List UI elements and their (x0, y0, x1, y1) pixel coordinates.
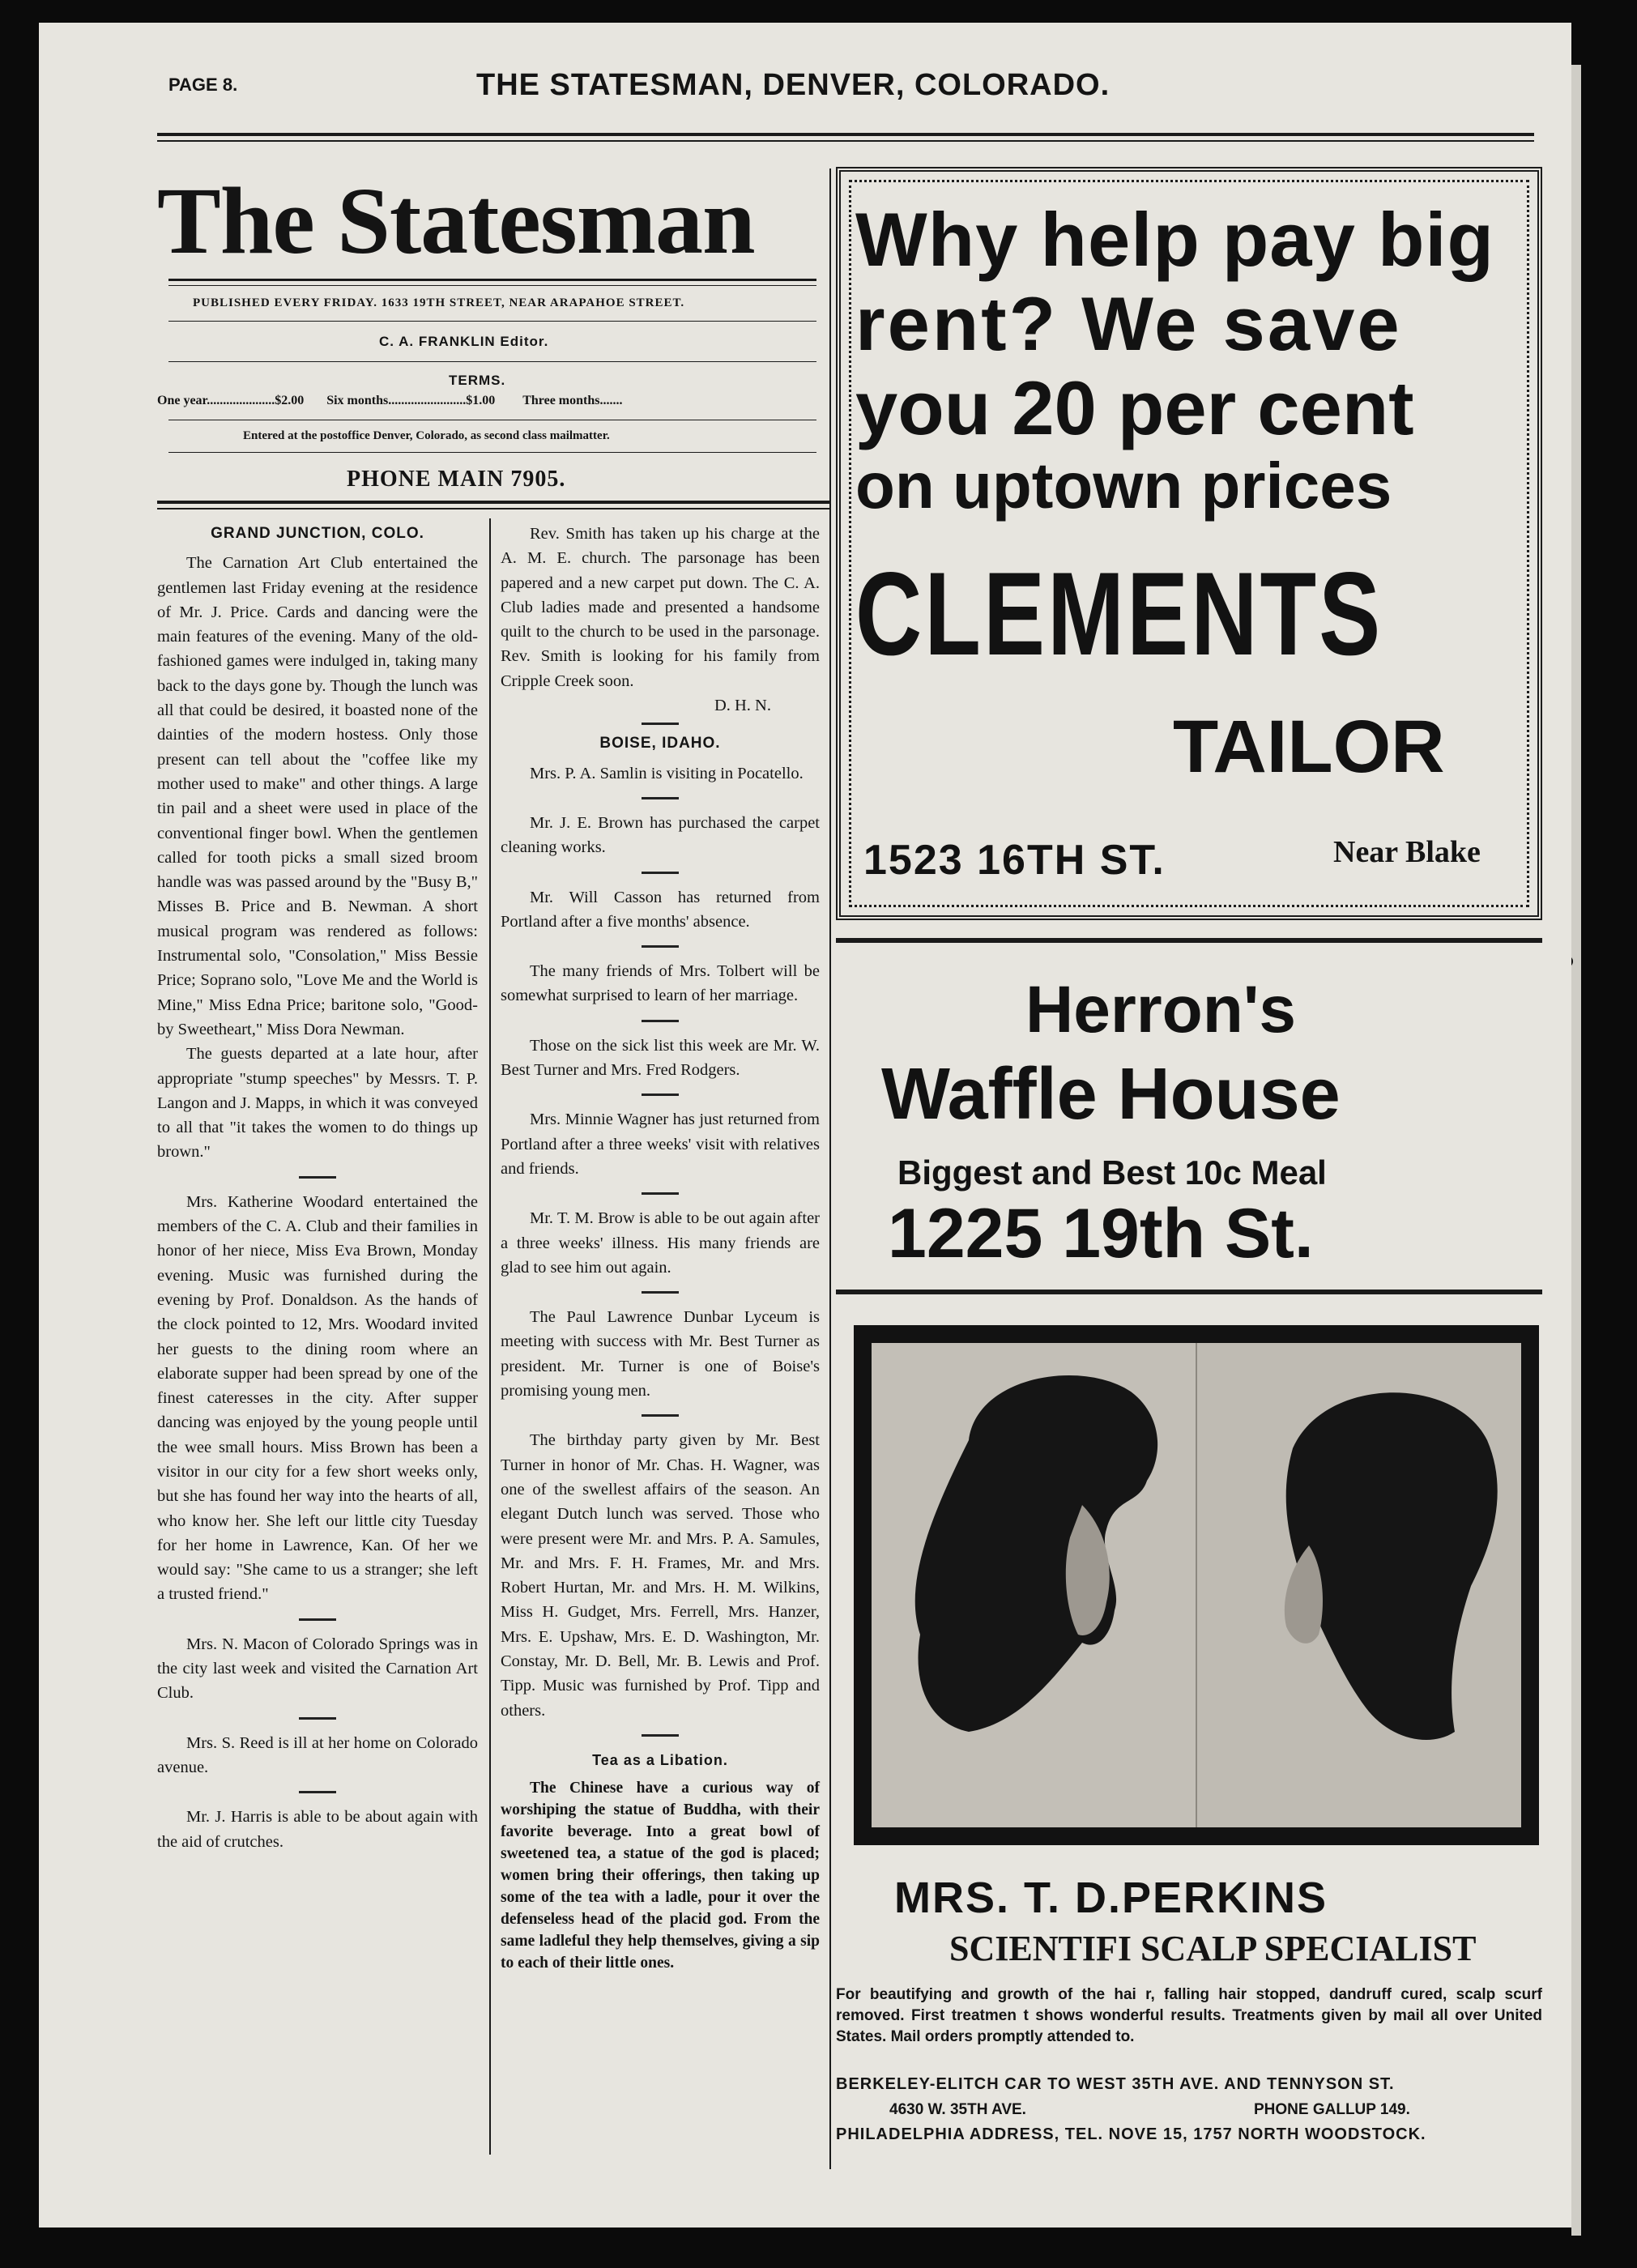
terms-label: Six months (326, 394, 389, 407)
hair-portrait-photo (872, 1343, 1521, 1827)
section-heading: BOISE, IDAHO. (599, 735, 721, 752)
article-paragraph: Mrs. N. Macon of Colorado Springs was in the city last week and visited the Carnation Art Club. (157, 1635, 478, 1703)
terms-label: One year (157, 394, 207, 407)
ad-business-name: CLEMENTS (855, 548, 1383, 680)
ad-perkins-body: For beautifying and growth of the hai r, falling hair stopped, dandruff cured, scalp scurf removed. First treatmen t shows wonderful results. Treatments given by mail all over United States. Mail orders promptly attended to. (836, 1986, 1542, 2045)
article-paragraph: Mr. J. Harris is able to be about again with the aid of crutches. (157, 1808, 478, 1851)
ad-headline: you 20 per cent (855, 365, 1414, 450)
ad-herron-tagline: Biggest and Best 10c Meal (897, 1153, 1327, 1192)
column-2 (501, 522, 820, 1974)
publication-info: PUBLISHED EVERY FRIDAY. 1633 19TH STREET, NEAR ARAPAHOE STREET. (193, 296, 685, 309)
ad-herron-address: 1225 19th St. (888, 1195, 1314, 1273)
ad-trade: TAILOR (1173, 706, 1445, 788)
column-1 (157, 522, 478, 1854)
ad-photo (854, 1325, 1539, 1845)
ad-perkins-directions: BERKELEY-ELITCH CAR TO WEST 35TH AVE. AND TENNYSON ST. (836, 2075, 1395, 2093)
terms-title: TERMS. (449, 373, 506, 388)
ad-near: Near Blake (1333, 835, 1481, 869)
news-item: Mr. Will Casson has returned from Portland after a five months' absence. (501, 888, 820, 931)
ad-herron-title: Herron's (1025, 973, 1296, 1047)
ad-headline: rent? We save (855, 281, 1402, 366)
masthead-title: The Statesman (157, 168, 755, 274)
ad-perkins-philadelphia: PHILADELPHIA ADDRESS, TEL. NOVE 15, 1757 NORTH WOODSTOCK. (836, 2125, 1426, 2143)
news-item: Those on the sick list this week are Mr. W. Best Turner and Mrs. Fred Rodgers. (501, 1036, 820, 1080)
ad-headline: Why help pay big (855, 197, 1494, 282)
terms-price: $1.00 (466, 394, 496, 407)
news-item: The Paul Lawrence Dunbar Lyceum is meeting with success with Mr. Best Turner as president. Mr. Turner is one of Boise's promising young men. (501, 1308, 820, 1400)
terms-row: One year.....................$2.00 Six months........................$1.00 Three months....... (157, 394, 623, 407)
newspaper-page (39, 23, 1571, 2228)
ad-address: 1523 16TH ST. (863, 837, 1166, 884)
section-heading: Tea as a Libation. (592, 1751, 728, 1768)
news-item: The many friends of Mrs. Tolbert will be somewhat surprised to learn of her marriage. (501, 962, 820, 1005)
phone-line: PHONE MAIN 7905. (347, 467, 566, 492)
article-paragraph: Rev. Smith has taken up his charge at the A. M. E. church. The parsonage has been papered and a new carpet put down. The C. A. Club ladies made and presented a handsome quilt to the church to be used in the parsonage. Rev. Smith is looking for his family from Cripple Creek soon. (501, 525, 820, 690)
ad-perkins-phone: PHONE GALLUP 149. (1254, 2101, 1410, 2118)
ad-clements-tailor (836, 167, 1542, 920)
ad-headline: on uptown prices (855, 450, 1392, 522)
ad-perkins-address: 4630 W. 35TH AVE. (889, 2101, 1026, 2118)
news-item: The birthday party given by Mr. Best Turner in honor of Mr. Chas. H. Wagner, was one of the swellest affairs of the season. An elegant Dutch lunch was served. Those who were present were Mr. and Mrs. P. A. Samules, Mr. and Mrs. F. H. Frames, Mr. and Mrs. Robert Hurtan, Mr. and Mrs. H. M. Wilkins, Miss H. Gudget, Mrs. Ferrell, Mrs. Hanzer, Mrs. E. Upshaw, Mrs. E. D. Washington, Mr. Constay, Mr. D. Bell, Mr. B. Lewis and Prof. Tipp. Music was furnished by Prof. Tipp and others. (501, 1431, 820, 1720)
article-paragraph: The Carnation Art Club entertained the gentlemen last Friday evening at the residence of Mr. J. Price. Cards and dancing were the main features of the evening. Many of the old-fashioned games were indulged in, taking many back to the days gone by. Though the lunch was all that could be desired, it boasted none of the dainties of the modern hostess. Only those present can tell about the "coffee like my mother used to make" and other things. A large tin pail and a sheet were used in place of the conventional finger bowl. When the gentlemen called for tooth picks a small sized broom handle was was passed around by the "Busy B," Misses B. Price and B. Newman. A short musical program was rendered as follows: Instrumental solo, "Consolation," Miss Bessie Price; Soprano solo, "Love Me and the World is Mine," Miss Edna Price; baritone solo, "Good-by Sweetheart," Miss Dora Newman. (157, 554, 478, 1038)
ad-perkins-title: SCIENTIFI SCALP SPECIALIST (949, 1929, 1477, 1968)
terms-label: Three months (522, 394, 600, 407)
news-item: Mr. T. M. Brow is able to be out again after a three weeks' illness. His many friends are glad to see him out again. (501, 1209, 820, 1277)
article-paragraph: The Chinese have a curious way of worshiping the statue of Buddha, with their favorite beverage. Into a great bowl of sweetened tea, a statue of the god is placed; women bring their offerings, then taking up some of the tea with a ladle, pour it over the defenseless head of the placid god. From the same ladleful they help themselves, giving a sip to each of their little ones. (501, 1780, 820, 1972)
article-paragraph: The guests departed at a late hour, after appropriate "stump speeches" by Messrs. T. P. Langon and J. Mapps, in which it was conveyed to all that "it takes the women to do things up brown." (157, 1045, 478, 1162)
running-title: THE STATESMAN, DENVER, COLORADO. (476, 68, 1111, 102)
page-edge (1571, 65, 1581, 2236)
news-item: Mrs. P. A. Samlin is visiting in Pocatello. (530, 764, 804, 782)
ad-herron-subtitle: Waffle House (881, 1054, 1341, 1135)
article-signature: D. H. N. (714, 697, 771, 715)
news-item: Mrs. Minnie Wagner has just returned from Portland after a three weeks' visit with relatives and friends. (501, 1111, 820, 1178)
news-item: Mr. J. E. Brown has purchased the carpet cleaning works. (501, 813, 820, 857)
page-label: PAGE 8. (168, 75, 238, 95)
ad-perkins-name: MRS. T. D.PERKINS (894, 1874, 1328, 1922)
editor-line: C. A. FRANKLIN Editor. (379, 334, 549, 349)
terms-price: $2.00 (275, 394, 305, 407)
entered-notice: Entered at the postoffice Denver, Colorado, as second class mailmatter. (243, 429, 610, 442)
article-paragraph: Mrs. S. Reed is ill at her home on Colorado avenue. (157, 1733, 478, 1776)
section-heading: GRAND JUNCTION, COLO. (211, 525, 424, 542)
article-paragraph: Mrs. Katherine Woodard entertained the members of the C. A. Club and their families in honor of her niece, Miss Eva Brown, Monday evening. Music was furnished during the evening by Prof. Donaldson. As the hands of the clock pointed to 12, Mrs. Woodard invited her guests to the dining room where an elaborate supper had been spread by one of the finest cateresses in the city. After supper dancing was enjoyed by the young people until the wee small hours. Miss Brown has been a visitor in our city for a few short weeks only, but she has found her way into the hearts of all, who know her. She left our little city Tuesday for her home in Lawrence, Kan. Of her we would say: "She came to us a stranger; she left a trusted friend." (157, 1192, 478, 1604)
